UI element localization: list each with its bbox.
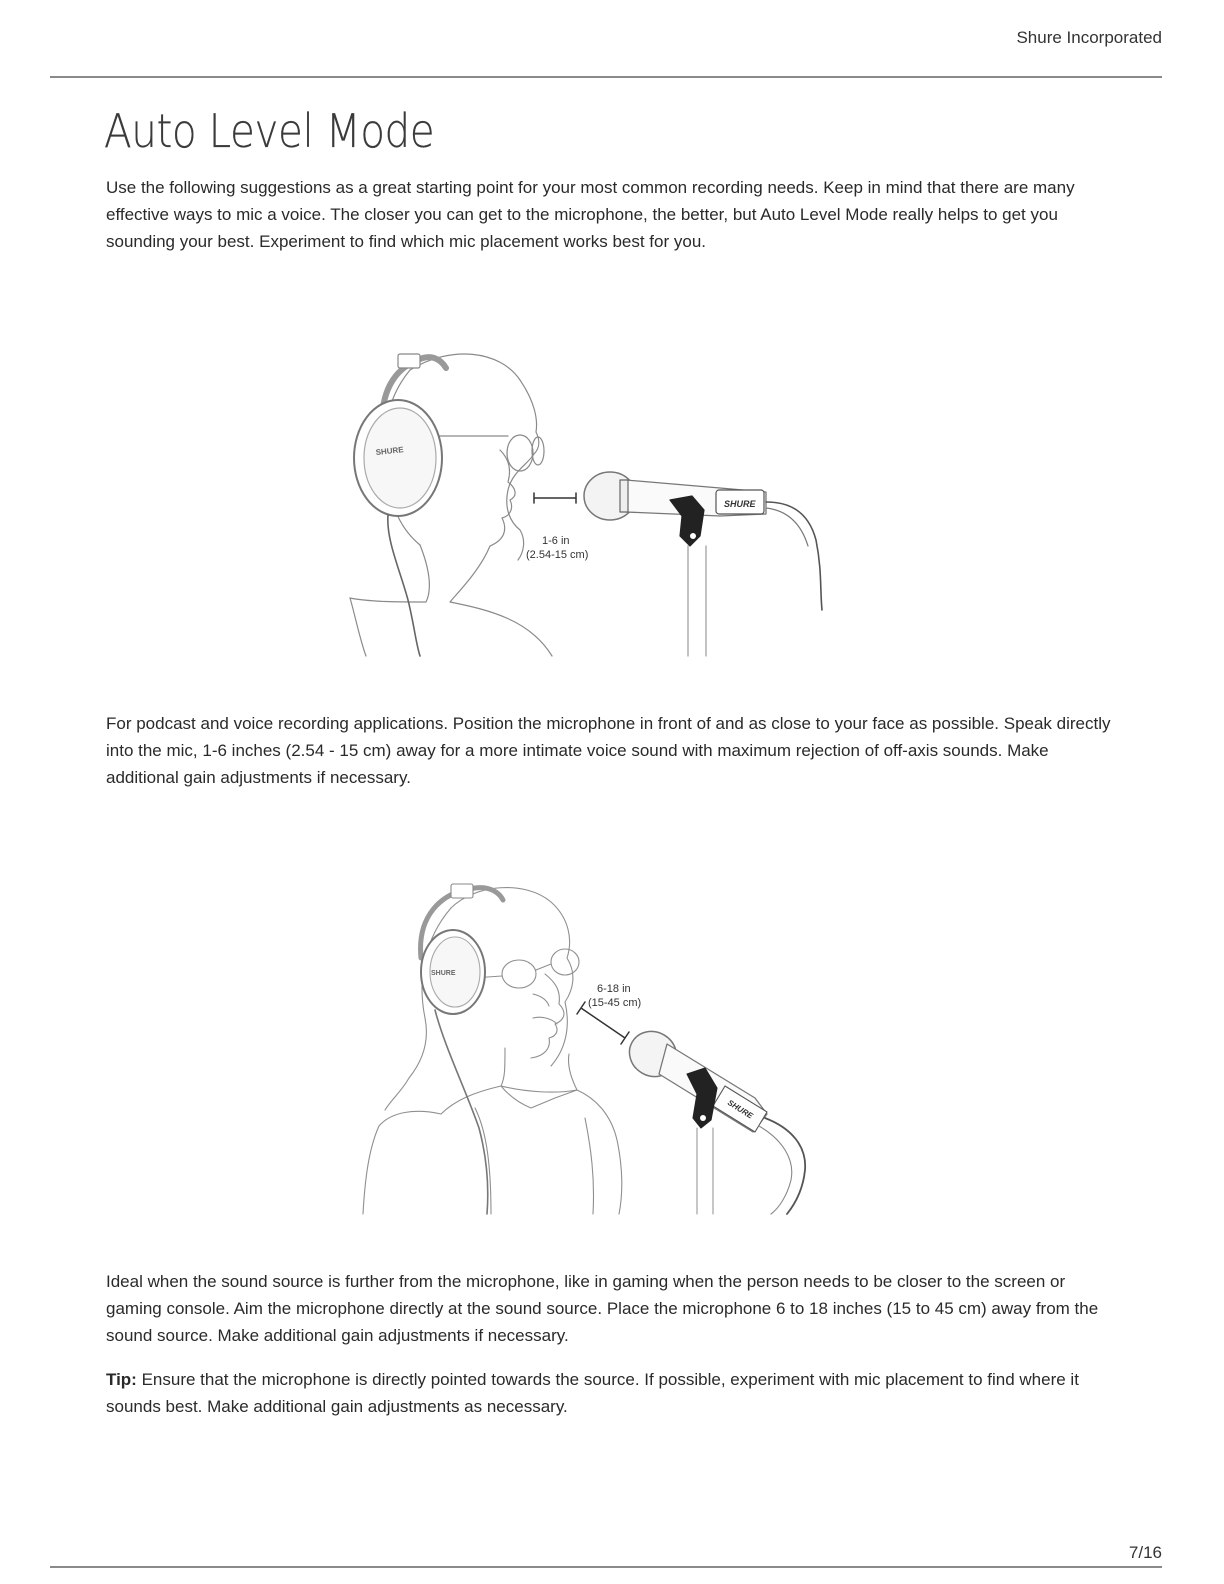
- distance-inches-label: 6-18 in: [597, 983, 631, 995]
- tip-text: Ensure that the microphone is directly pointed towards the source. If possible, experiment with mic placement to find where it sounds best. Make additional gain adjustments as necessary.: [106, 1370, 1079, 1416]
- far-placement-illustration: [355, 878, 825, 1218]
- tip-paragraph: [106, 1366, 1116, 1420]
- close-placement-illustration: [340, 340, 840, 660]
- far-placement-paragraph: Ideal when the sound source is further from the microphone, like in gaming when the person needs to be closer to the screen or gaming console. Aim the microphone directly at the sound source. Place the microphone 6 to 18 inches (15 to 45 cm) away from the sound source. Make additional gain adjustments if necessary.: [106, 1272, 1099, 1345]
- distance-marker: [534, 493, 576, 503]
- intro-paragraph: Use the following suggestions as a great starting point for your most common recording needs. Keep in mind that there are many effective ways to mic a voice. The closer you can get to the microphone, the better, but Auto Level Mode really helps to get you sounding your best. Experiment to find which mic placement works best for you.: [106, 178, 1075, 251]
- mic-brand-label: SHURE: [725, 1098, 755, 1121]
- page-number: 7/16: [1128, 1543, 1162, 1562]
- tip-label: Tip:: [106, 1370, 137, 1389]
- close-placement-paragraph: For podcast and voice recording applications. Position the microphone in front of and as close to your face as possible. Speak directly into the mic, 1-6 inches (2.54 - 15 cm) away for a more intimate voice sound with maximum rejection of off-axis sounds. Make additional gain adjustments if necessary.: [106, 714, 1111, 787]
- page-title: Auto Level Mode: [104, 104, 435, 158]
- header-divider: [50, 76, 1162, 78]
- footer-divider: [50, 1566, 1162, 1568]
- headphone-brand-label: SHURE: [375, 445, 405, 457]
- header-company-name: Shure Incorporated: [1016, 28, 1162, 47]
- distance-cm-label: (15-45 cm): [588, 997, 642, 1009]
- distance-cm-label: (2.54-15 cm): [526, 549, 589, 561]
- distance-inches-label: 1-6 in: [542, 535, 570, 547]
- headphone-brand-label: SHURE: [431, 970, 456, 977]
- mic-brand-label: SHURE: [724, 499, 756, 509]
